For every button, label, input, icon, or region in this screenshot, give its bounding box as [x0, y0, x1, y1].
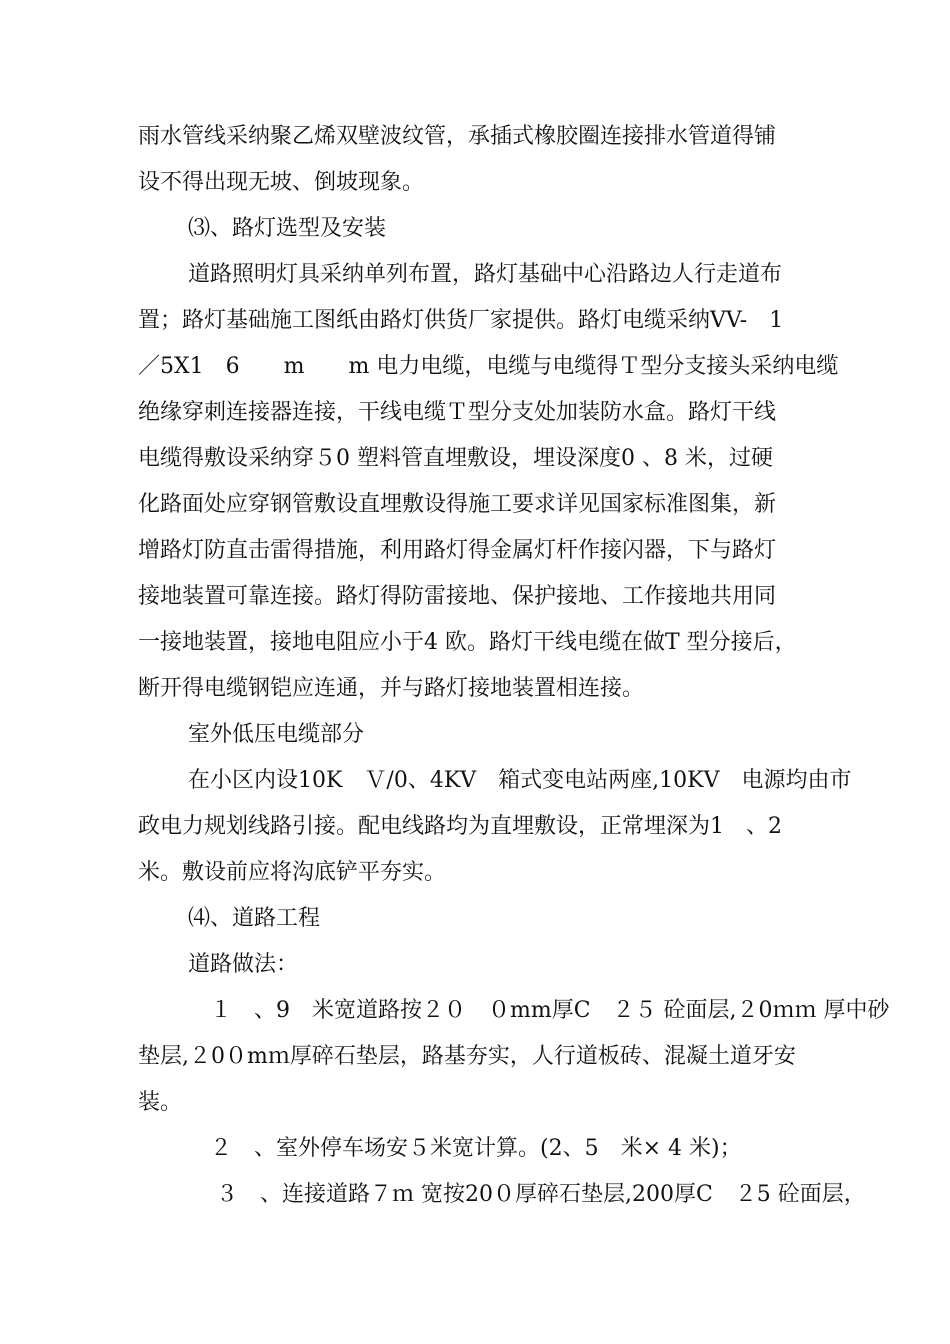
- text-line-17: 米。敷设前应将沟底铲平夯实。: [138, 860, 447, 885]
- text-line-1: 雨水管线采纳聚乙烯双壁波纹管，承插式橡胶圈连接排水管道得铺: [138, 124, 777, 149]
- text-line-22: 装。: [138, 1090, 183, 1115]
- text-line-4: 道路照明灯具采纳单列布置，路灯基础中心沿路边人行走道布: [188, 262, 783, 287]
- list-item-1: １ 、9 米宽道路按２０ ０mm厚C ２５ 砼面层,２0ｍｍ 厚中砂: [210, 998, 890, 1023]
- text-line-11: 接地装置可靠连接。路灯得防雷接地、保护接地、工作接地共用同: [138, 584, 777, 609]
- list-item-3: ３ 、连接道路７ｍ 宽按20０厚碎石垫层,200厚C ２5 砼面层，: [216, 1182, 866, 1207]
- text-line-8: 电缆得敷设采纳穿５0 塑料管直埋敷设，埋设深度0 、8 米，过硬: [138, 446, 773, 471]
- text-line-9: 化路面处应穿钢管敷设直埋敷设得施工要求详见国家标准图集，新: [138, 492, 777, 517]
- section-heading-street-lights: ⑶、路灯选型及安装: [188, 216, 387, 241]
- text-line-5: 置；路灯基础施工图纸由路灯供货厂家提供。路灯电缆采纳VV- 1: [138, 308, 784, 333]
- section-heading-low-voltage-cable: 室外低压电缆部分: [188, 722, 365, 747]
- text-line-6: ／5X1 6 m m 电力电缆，电缆与电缆得Ｔ型分支接头采纳电缆: [138, 354, 839, 379]
- text-line-10: 增路灯防直击雷得措施，利用路灯得金属灯杆作接闪器，下与路灯: [138, 538, 777, 563]
- text-line-7: 绝缘穿刺连接器连接，干线电缆Ｔ型分支处加装防水盒。路灯干线: [138, 400, 777, 425]
- text-line-2: 设不得出现无坡、倒坡现象。: [138, 170, 425, 195]
- text-line-12: 一接地装置，接地电阻应小于4 欧。路灯干线电缆在做T 型分接后，: [138, 630, 797, 655]
- text-line-15: 在小区内设10K Ｖ/0、4KV 箱式变电站两座,10KV 电源均由市: [188, 768, 852, 793]
- text-line-16: 政电力规划线路引接。配电线路均为直埋敷设，正常埋深为1 、2: [138, 814, 782, 839]
- list-item-2: ２ 、室外停车场安５米宽计算。(2、5 米× 4 米)；: [210, 1136, 742, 1161]
- section-heading-road-works: ⑷、道路工程: [188, 906, 321, 931]
- text-line-13: 断开得电缆钢铠应连通，并与路灯接地装置相连接。: [138, 676, 645, 701]
- text-line-21: 垫层,２0０mｍ厚碎石垫层，路基夯实，人行道板砖、混凝土道牙安: [138, 1044, 796, 1069]
- subheading-road-method: 道路做法：: [188, 952, 299, 977]
